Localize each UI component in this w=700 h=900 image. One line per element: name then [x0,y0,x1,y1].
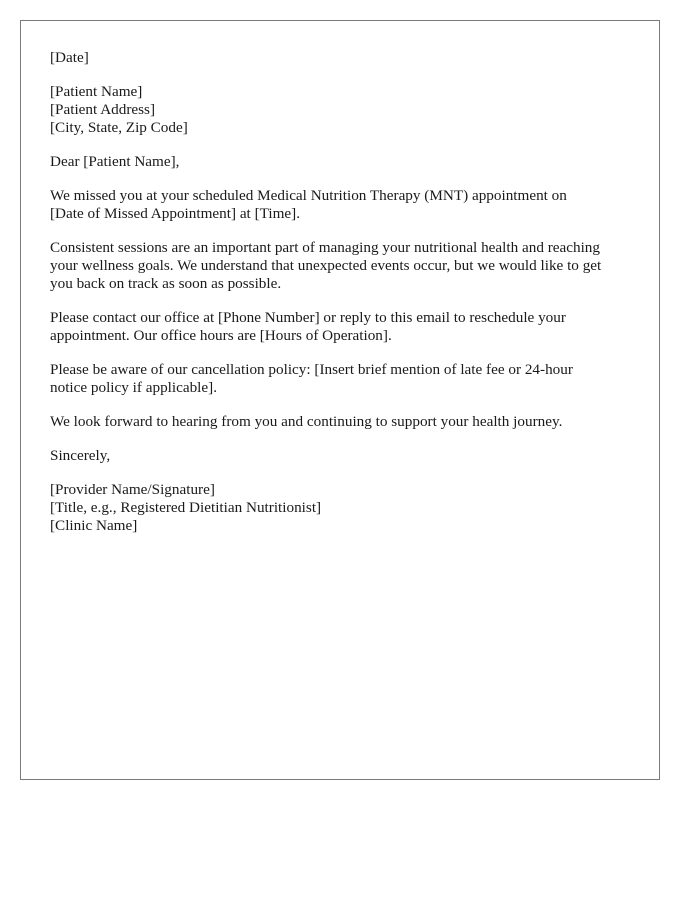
letter-date: [Date] [50,49,89,66]
paragraph-line: your wellness goals. We understand that unexpected events occur, but we would like to get [50,257,602,274]
date-block [50,49,640,67]
paragraph-line: appointment. Our office hours are [Hours of Operation]. [50,327,392,344]
paragraph-contact-office [50,309,640,345]
paragraph-line: Please contact our office at [Phone Number] or reply to this email to reschedule your [50,309,566,326]
paragraph-line: Please be aware of our cancellation policy: [Insert brief mention of late fee or 24-hour [50,361,573,378]
paragraph-look-forward [50,413,640,431]
letter-page [20,20,660,780]
provider-name: [Provider Name/Signature] [50,481,215,498]
salutation: Dear [Patient Name], [50,153,180,170]
paragraph-consistent-sessions [50,239,640,293]
signature-block [50,481,640,535]
recipient-city-state-zip: [City, State, Zip Code] [50,119,188,136]
paragraph-line: We missed you at your scheduled Medical Nutrition Therapy (MNT) appointment on [50,187,567,204]
paragraph-missed-appointment [50,187,640,223]
recipient-name: [Patient Name] [50,83,143,100]
clinic-name: [Clinic Name] [50,517,138,534]
provider-title: [Title, e.g., Registered Dietitian Nutritionist] [50,499,322,516]
paragraph-line: We look forward to hearing from you and continuing to support your health journey. [50,413,563,430]
salutation-block [50,153,640,171]
recipient-address: [Patient Address] [50,101,156,118]
closing: Sincerely, [50,447,111,464]
paragraph-line: [Date of Missed Appointment] at [Time]. [50,205,300,222]
recipient-address-block [50,83,640,137]
paragraph-cancellation-policy [50,361,640,397]
paragraph-line: Consistent sessions are an important part of managing your nutritional health and reaching [50,239,600,256]
letter-body [50,49,640,551]
paragraph-line: notice policy if applicable]. [50,379,217,396]
paragraph-line: you back on track as soon as possible. [50,275,282,292]
closing-block [50,447,640,465]
